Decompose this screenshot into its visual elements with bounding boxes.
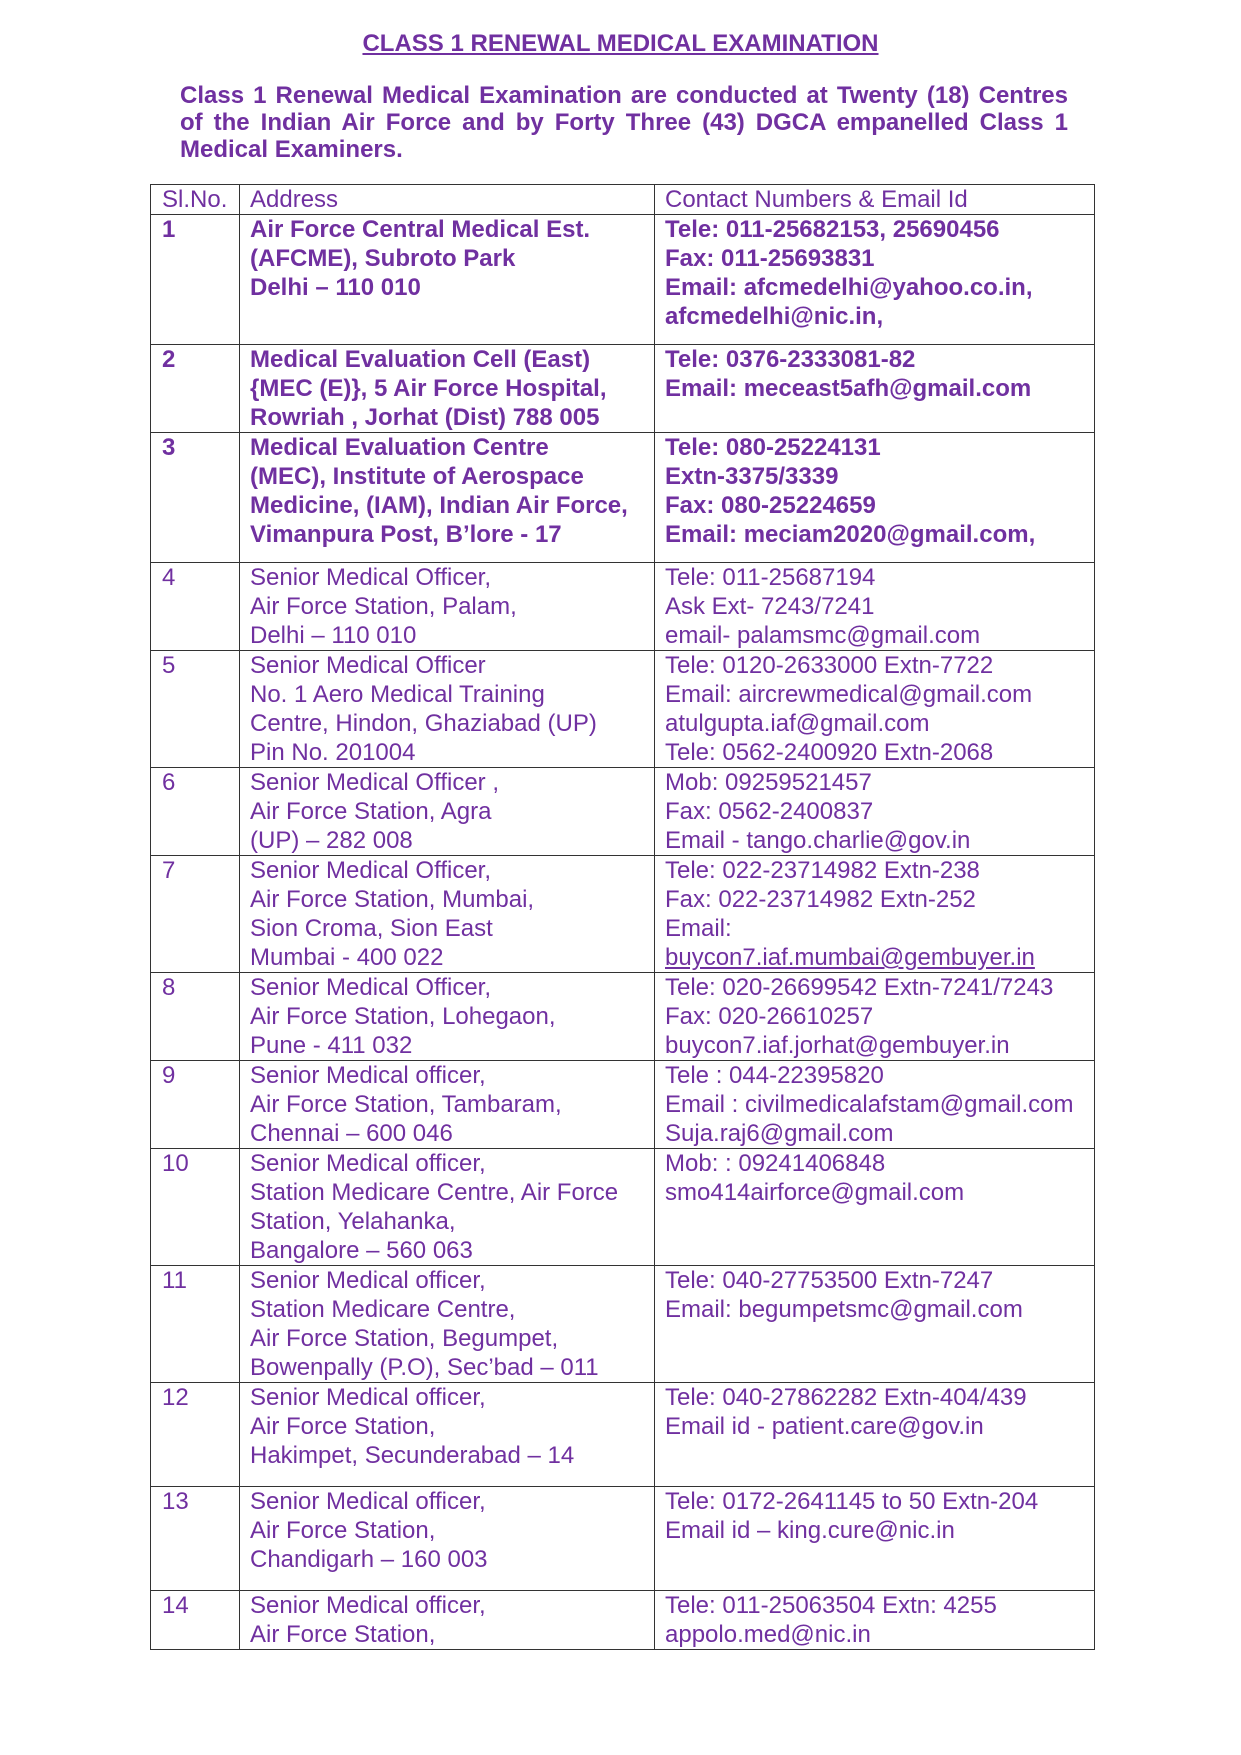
address-line: Hakimpet, Secunderabad – 14: [250, 1442, 575, 1469]
row-number: 10: [151, 1149, 240, 1266]
row-address: [240, 856, 655, 973]
table-row: [151, 345, 1095, 433]
contact-line: Extn-3375/3339: [665, 463, 839, 490]
row-number: 3: [151, 433, 240, 563]
contact-line: Email: afcmedelhi@yahoo.co.in,: [665, 274, 1033, 301]
contact-line: Fax: 0562-2400837: [665, 798, 874, 825]
contact-line: Email - tango.charlie@gov.in: [665, 827, 971, 854]
address-line: Delhi – 110 010: [250, 622, 417, 649]
contact-line: Tele: 020-26699542 Extn-7241/7243: [665, 974, 1054, 1001]
row-address: [240, 1149, 655, 1266]
contact-line: Email: aircrewmedical@gmail.com: [665, 681, 1033, 708]
table-row: [151, 1591, 1095, 1650]
address-line: Pune - 411 032: [250, 1032, 413, 1059]
contact-line: Ask Ext- 7243/7241: [665, 593, 875, 620]
address-line: Centre, Hindon, Ghaziabad (UP): [250, 710, 597, 737]
row-contacts: [655, 856, 1095, 973]
address-line: Senior Medical officer,: [250, 1488, 486, 1515]
address-line: Bangalore – 560 063: [250, 1237, 473, 1264]
contact-line: Email: meciam2020@gmail.com,: [665, 521, 1036, 548]
address-line: Medical Evaluation Centre: [250, 434, 549, 461]
address-line: Senior Medical Officer ,: [250, 769, 499, 796]
row-address: [240, 1487, 655, 1591]
address-line: Air Force Central Medical Est.: [250, 216, 591, 243]
row-number: 5: [151, 651, 240, 768]
row-address: [240, 345, 655, 433]
row-contacts: [655, 651, 1095, 768]
intro-paragraph: Class 1 Renewal Medical Examination are conducted at Twenty (18) Centres of the Indian Air Force and by Forty Three (43) DGCA empanelled Class 1 Medical Examiners.: [180, 82, 1068, 163]
row-contacts: [655, 1061, 1095, 1149]
contact-line: atulgupta.iaf@gmail.com: [665, 710, 930, 737]
address-line: Vimanpura Post, B’lore - 17: [250, 521, 562, 548]
header-address: Address: [240, 185, 655, 215]
contact-line: Email: meceast5afh@gmail.com: [665, 375, 1032, 402]
row-contacts: [655, 1266, 1095, 1383]
contact-line: appolo.med@nic.in: [665, 1621, 871, 1648]
address-line: Medicine, (IAM), Indian Air Force,: [250, 492, 628, 519]
row-address: [240, 973, 655, 1061]
contact-line: Tele: 011-25063504 Extn: 4255: [665, 1592, 997, 1619]
contact-line: Email:: [665, 915, 732, 942]
table-body: [151, 215, 1095, 1650]
document-title: CLASS 1 RENEWAL MEDICAL EXAMINATION: [362, 30, 879, 57]
address-line: Air Force Station, Begumpet,: [250, 1325, 559, 1352]
address-line: (MEC), Institute of Aerospace: [250, 463, 584, 490]
row-contacts: [655, 1591, 1095, 1650]
contact-line: afcmedelhi@nic.in,: [665, 303, 884, 330]
address-line: Senior Medical Officer: [250, 652, 486, 679]
contact-line: Tele: 0376-2333081-82: [665, 346, 916, 373]
address-line: Sion Croma, Sion East: [250, 915, 493, 942]
contact-line: buycon7.iaf.jorhat@gembuyer.in: [665, 1032, 1010, 1059]
address-line: Bowenpally (P.O), Sec’bad – 011: [250, 1354, 599, 1381]
contact-line: Fax: 022-23714982 Extn-252: [665, 886, 976, 913]
row-contacts: [655, 345, 1095, 433]
address-line: Pin No. 201004: [250, 739, 416, 766]
row-address: [240, 1061, 655, 1149]
row-number: 1: [151, 215, 240, 345]
address-line: Senior Medical officer,: [250, 1267, 486, 1294]
row-address: [240, 1383, 655, 1487]
row-number: 7: [151, 856, 240, 973]
row-contacts: [655, 215, 1095, 345]
contact-line: Email: begumpetsmc@gmail.com: [665, 1296, 1023, 1323]
row-number: 12: [151, 1383, 240, 1487]
row-address: [240, 215, 655, 345]
row-number: 14: [151, 1591, 240, 1650]
address-line: Chandigarh – 160 003: [250, 1546, 488, 1573]
address-line: Rowriah , Jorhat (Dist) 788 005: [250, 404, 600, 431]
contact-line: Suja.raj6@gmail.com: [665, 1120, 894, 1147]
centres-table: [150, 184, 1095, 1650]
address-line: Senior Medical Officer,: [250, 564, 491, 591]
address-line: Air Force Station, Tambaram,: [250, 1091, 562, 1118]
address-line: Station Medicare Centre, Air Force: [250, 1179, 619, 1206]
contact-line: Tele: 040-27862282 Extn-404/439: [665, 1384, 1027, 1411]
row-contacts: [655, 433, 1095, 563]
row-address: [240, 433, 655, 563]
table-row: [151, 1383, 1095, 1487]
contact-line: Mob: 09259521457: [665, 769, 872, 796]
address-line: Senior Medical officer,: [250, 1150, 486, 1177]
contact-line: buycon7.iaf.mumbai@gembuyer.in: [665, 944, 1035, 971]
row-number: 8: [151, 973, 240, 1061]
table-row: [151, 1487, 1095, 1591]
row-number: 13: [151, 1487, 240, 1591]
address-line: Delhi – 110 010: [250, 274, 421, 301]
table-row: [151, 768, 1095, 856]
address-line: Station Medicare Centre,: [250, 1296, 516, 1323]
contact-line: Tele: 0120-2633000 Extn-7722: [665, 652, 994, 679]
row-address: [240, 1591, 655, 1650]
address-line: Senior Medical Officer,: [250, 857, 491, 884]
row-contacts: [655, 768, 1095, 856]
address-line: Air Force Station, Palam,: [250, 593, 517, 620]
row-contacts: [655, 973, 1095, 1061]
header-contacts: Contact Numbers & Email Id: [655, 185, 1095, 215]
address-line: Senior Medical Officer,: [250, 974, 491, 1001]
contact-line: Tele : 044-22395820: [665, 1062, 884, 1089]
table-row: [151, 215, 1095, 345]
address-line: Air Force Station,: [250, 1621, 436, 1648]
address-line: Air Force Station,: [250, 1517, 436, 1544]
address-line: Air Force Station, Mumbai,: [250, 886, 535, 913]
address-line: Senior Medical officer,: [250, 1384, 486, 1411]
table-row: [151, 651, 1095, 768]
row-contacts: [655, 1487, 1095, 1591]
contact-line: Fax: 020-26610257: [665, 1003, 874, 1030]
table-row: [151, 1266, 1095, 1383]
contact-line: Email id – king.cure@nic.in: [665, 1517, 955, 1544]
row-address: [240, 651, 655, 768]
row-contacts: [655, 1383, 1095, 1487]
row-number: 9: [151, 1061, 240, 1149]
contact-line: Fax: 080-25224659: [665, 492, 876, 519]
table-row: [151, 973, 1095, 1061]
contact-line: Email id - patient.care@gov.in: [665, 1413, 984, 1440]
contact-line: Tele: 011-25687194: [665, 564, 876, 591]
row-address: [240, 768, 655, 856]
address-line: Mumbai - 400 022: [250, 944, 444, 971]
table-row: [151, 1061, 1095, 1149]
header-sl-no: Sl.No.: [151, 185, 240, 215]
address-line: Chennai – 600 046: [250, 1120, 453, 1147]
address-line: (AFCME), Subroto Park: [250, 245, 516, 272]
contact-line: smo414airforce@gmail.com: [665, 1179, 965, 1206]
address-line: (UP) – 282 008: [250, 827, 413, 854]
address-line: Air Force Station, Lohegaon,: [250, 1003, 556, 1030]
address-line: Medical Evaluation Cell (East): [250, 346, 591, 373]
row-address: [240, 563, 655, 651]
address-line: Air Force Station,: [250, 1413, 436, 1440]
address-line: Senior Medical officer,: [250, 1592, 486, 1619]
row-number: 11: [151, 1266, 240, 1383]
address-line: No. 1 Aero Medical Training: [250, 681, 545, 708]
table-header-row: [151, 185, 1095, 215]
row-number: 4: [151, 563, 240, 651]
address-line: {MEC (E)}, 5 Air Force Hospital,: [250, 375, 607, 402]
contact-line: Tele: 022-23714982 Extn-238: [665, 857, 980, 884]
table-row: [151, 856, 1095, 973]
row-address: [240, 1266, 655, 1383]
contact-line: Fax: 011-25693831: [665, 245, 875, 272]
address-line: Senior Medical officer,: [250, 1062, 486, 1089]
contact-line: Tele: 0562-2400920 Extn-2068: [665, 739, 994, 766]
contact-line: Tele: 011-25682153, 25690456: [665, 216, 1000, 243]
contact-line: Tele: 080-25224131: [665, 434, 881, 461]
row-contacts: [655, 1149, 1095, 1266]
row-number: 6: [151, 768, 240, 856]
table-row: [151, 563, 1095, 651]
contact-line: Mob: : 09241406848: [665, 1150, 886, 1177]
row-contacts: [655, 563, 1095, 651]
contact-line: email- palamsmc@gmail.com: [665, 622, 981, 649]
contact-line: Tele: 0172-2641145 to 50 Extn-204: [665, 1488, 1039, 1515]
table-row: [151, 1149, 1095, 1266]
contact-line: Email : civilmedicalafstam@gmail.com: [665, 1091, 1074, 1118]
address-line: Air Force Station, Agra: [250, 798, 492, 825]
address-line: Station, Yelahanka,: [250, 1208, 456, 1235]
row-number: 2: [151, 345, 240, 433]
table-row: [151, 433, 1095, 563]
contact-line: Tele: 040-27753500 Extn-7247: [665, 1267, 994, 1294]
